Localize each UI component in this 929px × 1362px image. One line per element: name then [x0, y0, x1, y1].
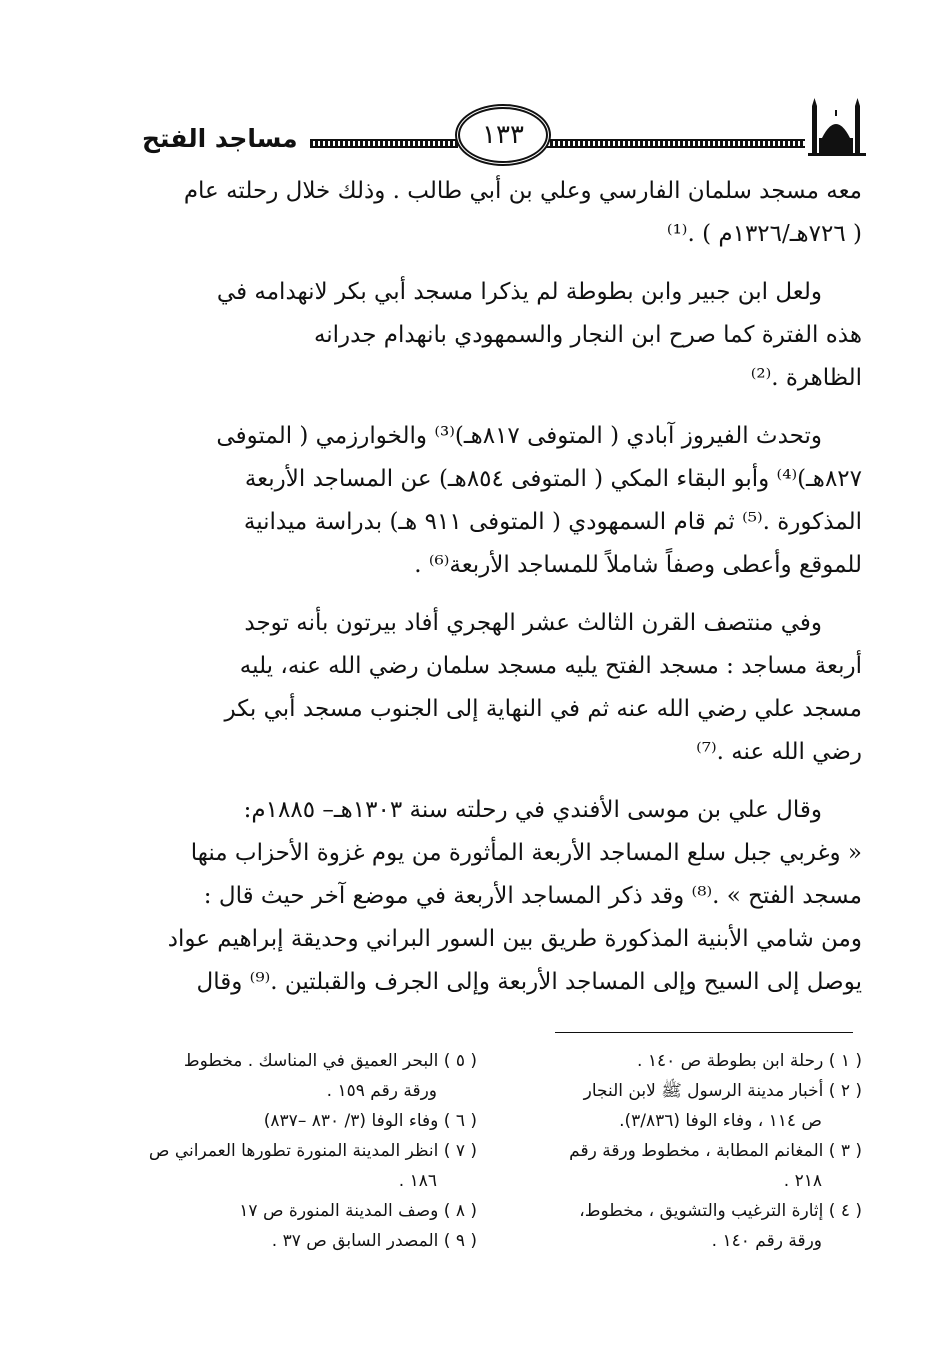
footnote-continuation: ورقة رقم ١٤٠ .	[711, 1231, 822, 1251]
text-line: مسجد الفتح » .⁽⁸⁾ وقد ذكر المساجد الأربعة في موضع آخر حيث قال :	[203, 883, 862, 909]
text-line: الظاهرة .⁽²⁾	[750, 365, 862, 391]
page-header	[120, 92, 862, 172]
paragraph-5	[148, 789, 862, 1004]
footnote-continuation: ورقة رقم ١٥٩ .	[326, 1081, 437, 1101]
text-line: هذه الفترة كما صرح ابن النجار والسمهودي بانهدام جدرانه	[313, 322, 862, 348]
footnote: ( ٤ ) إثارة الترغيب والتشويق ، مخطوط،	[579, 1201, 862, 1221]
text-line: معه مسجد سلمان الفارسي وعلي بن أبي طالب . وذلك خلال رحلته عام	[183, 178, 862, 204]
footnote: ( ١ ) رحلة ابن بطوطة ص ١٤٠ .	[637, 1051, 862, 1071]
footnote-divider	[555, 1032, 853, 1033]
text-line: أربعة مساجد : مسجد الفتح يليه مسجد سلمان رضي الله عنه، يليه	[239, 653, 862, 679]
text-line: ومن شامي الأبنية المذكورة طريق بين السور البراني وحديقة إبراهيم عواد	[167, 926, 862, 952]
footnote-continuation: ص ١١٤ ، وفاء الوفا (٣/٨٣٦).	[619, 1111, 822, 1131]
footnote: ( ٧ ) انظر المدينة المنورة تطورها العمراني ص	[148, 1141, 477, 1161]
text-line: ( ٧٢٦هـ/١٣٢٦م ) .⁽¹⁾	[666, 221, 862, 247]
footnote: ( ٩ ) المصدر السابق ص ٣٧ .	[271, 1231, 477, 1251]
header-ornament-right	[545, 139, 805, 148]
footnote: ( ٨ ) وصف المدينة المنورة ص ١٧	[239, 1201, 477, 1221]
page-number-badge	[455, 104, 551, 166]
footnote-continuation: ١٨٦ .	[398, 1171, 437, 1191]
text-line: ٨٢٧هـ)⁽⁴⁾ وأبو البقاء المكي ( المتوفى ٨٥٤هـ) عن المساجد الأربعة	[244, 466, 862, 492]
text-line: « وغربي جبل سلع المساجد الأربعة المأثورة من يوم غزوة الأحزاب منها	[190, 840, 862, 866]
footnote: ( ٢ ) أخبار مدينة الرسول ﷺ لابن النجار	[583, 1081, 862, 1101]
footnotes-left	[132, 1046, 477, 1256]
text-line: يوصل إلى السيح وإلى المساجد الأربعة وإلى الجرف والقبلتين .⁽⁹⁾ وقال	[196, 969, 862, 995]
page-number: ١٣٣	[482, 120, 524, 150]
paragraph-3	[148, 415, 862, 587]
text-line: المذكورة .⁽⁵⁾ ثم قام السمهودي ( المتوفى ٩١١ هـ) بدراسة ميدانية	[243, 509, 862, 535]
paragraph-2	[148, 271, 862, 400]
footnote: ( ٣ ) المغانم المطابة ، مخطوط ورقة رقم	[569, 1141, 862, 1161]
text-line: ولعل ابن جبير وابن بطوطة لم يذكرا مسجد أبي بكر لانهدامه في	[216, 279, 822, 305]
footnote-continuation: ٢١٨ .	[783, 1171, 822, 1191]
text-line: وتحدث الفيروز آبادي ( المتوفى ٨١٧هـ)⁽³⁾ والخوارزمي ( المتوفى	[216, 423, 822, 449]
paragraph-1	[148, 170, 862, 256]
footnote: ( ٦ ) وفاء الوفا (٣/ ٨٣٠ –٨٣٧)	[263, 1111, 477, 1131]
main-text	[148, 170, 862, 1019]
paragraph-4	[148, 602, 862, 774]
text-line: مسجد علي رضي الله عنه ثم في النهاية إلى الجنوب مسجد أبي بكر	[224, 696, 862, 722]
text-line: رضي الله عنه .⁽⁷⁾	[696, 739, 862, 765]
mosque-icon	[808, 96, 866, 158]
footnotes-right	[525, 1046, 862, 1256]
footnote: ( ٥ ) البحر العميق في المناسك . مخطوط	[183, 1051, 477, 1071]
text-line: وقال علي بن موسى الأفندي في رحلته سنة ١٣٠٣هـ– ١٨٨٥م:	[243, 797, 822, 823]
text-line: وفي منتصف القرن الثالث عشر الهجري أفاد بيرتون بأنه توجد	[244, 610, 822, 636]
running-title: مساجد الفتح	[142, 124, 298, 153]
header-ornament-left	[310, 139, 458, 148]
text-line: للموقع وأعطى وصفاً شاملاً للمساجد الأربعة⁽⁶⁾ .	[414, 552, 862, 578]
